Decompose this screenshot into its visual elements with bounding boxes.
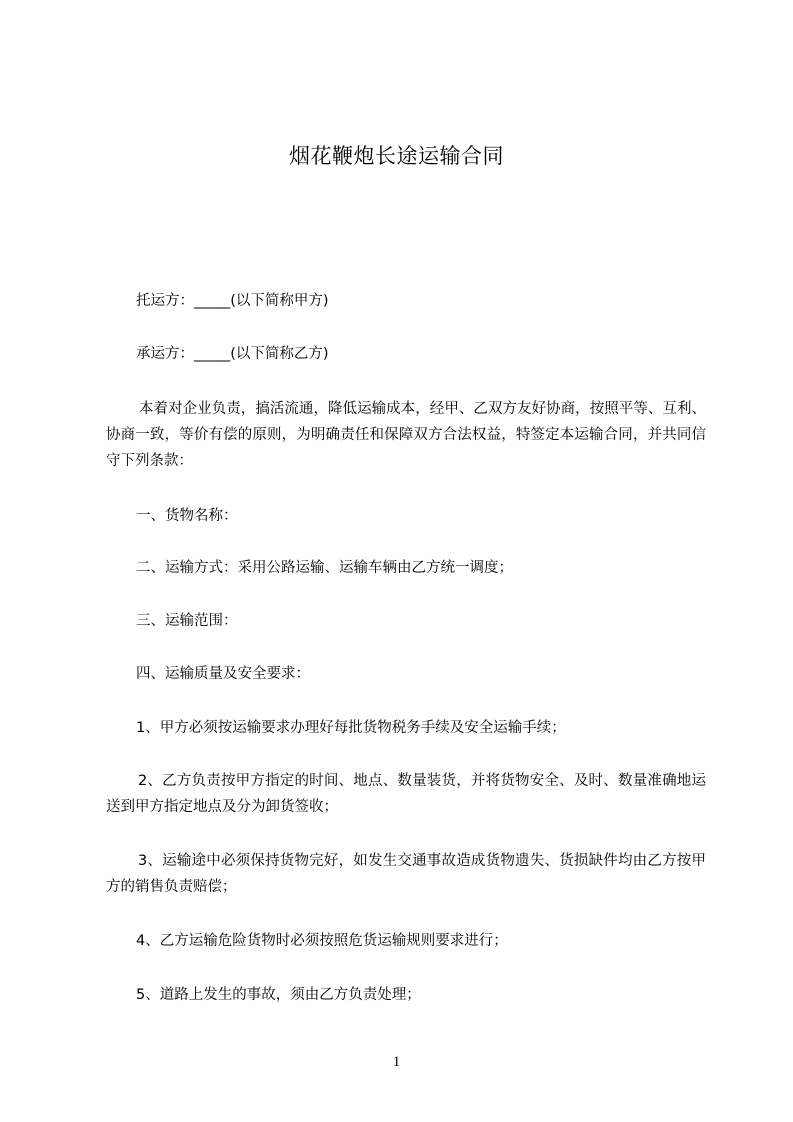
- clause-3-transport-scope: 三、运输范围：: [136, 613, 238, 629]
- preamble-paragraph: 本着对企业负责，搞活流通，降低运输成本，经甲、乙双方友好协商，按照平等、互利、协商一致，等价有偿的原则，为明确责任和保障双方合法权益，特签定本运输合同，并共同信守下列条款：: [106, 401, 706, 469]
- clause-2-transport-mode: 二、运输方式：采用公路运输、运输车辆由乙方统一调度；: [136, 560, 513, 576]
- sub-clause-2: 2、乙方负责按甲方指定的时间、地点、数量装货，并将货物安全、及时、数量准确地运送到甲方指定地点及分为卸货签收；: [106, 773, 706, 815]
- document-title: 烟花鞭炮长途运输合同: [289, 144, 504, 168]
- sub-clause-5: 5、道路上发生的事故，须由乙方负责处理；: [136, 987, 421, 1003]
- sub-clause-3: 3、运输途中必须保持货物完好，如发生交通事故造成货物遗失、货损缺件均由乙方按甲方的销售负责赔偿；: [106, 853, 706, 895]
- consignor-line: 托运方：_____(以下简称甲方): [136, 293, 329, 309]
- page-number: 1: [392, 1054, 401, 1070]
- carrier-line: 承运方：_____(以下简称乙方): [136, 346, 329, 362]
- clause-4-quality-safety: 四、运输质量及安全要求：: [136, 666, 310, 682]
- sub-clause-4: 4、乙方运输危险货物时必须按照危货运输规则要求进行；: [136, 933, 508, 949]
- clause-1-goods-name: 一、货物名称：: [136, 508, 238, 524]
- sub-clause-1: 1、甲方必须按运输要求办理好每批货物税务手续及安全运输手续；: [136, 720, 566, 736]
